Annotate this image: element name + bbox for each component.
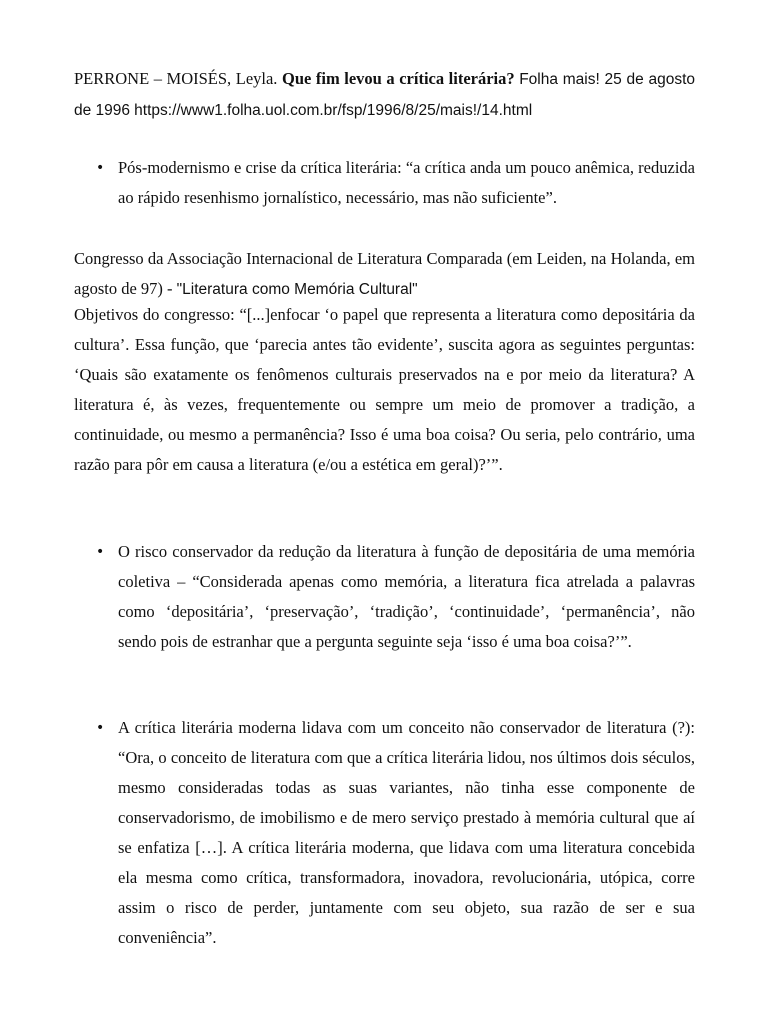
bullet-item-modern-criticism [74, 713, 695, 953]
bullet-text: A crítica literária moderna lidava com um conceito não conservador de literatura (?): “Ora, o conceito de literatura com que a crítica literária lidou, nos últimos dois séculos, mesmo consideradas todas as suas variantes, não tinha esse componente de conservadorismo, de imobilismo e de mero serviço prestado à memória cultural que aí se enfatiza […]. A crítica literária moderna, que lidava com uma literatura concebida ela mesma como crítica, transformadora, inovadora, revolucionária, utópica, corre assim o risco de perder, juntamente com seu objeto, sua razão de ser e sua conveniência”. [118, 718, 695, 947]
objectives-paragraph: Objetivos do congresso: “[...]enfocar ‘o papel que representa a literatura como depositária da cultura’. Essa função, que ‘parecia antes tão evidente’, suscita agora as seguintes perguntas: ‘Quais são exatamente os fenômenos culturais preservados na e por meio da literatura? A literatura é, às vezes, frequentemente ou sempre um meio de promover a tradição, a continuidade, ou mesmo a permanência? Isso é uma boa coisa? Ou seria, pelo contrário, uma razão para pôr em causa a literatura (e/ou a estética em geral)?’”. [74, 305, 695, 474]
bullet-icon: • [96, 160, 105, 176]
congress-text: Congresso da Associação Internacional de Literatura Comparada (em Leiden, na Holanda, em agosto de 97) - [74, 249, 695, 298]
reference-source: Folha mais! 25 de agosto de 1996 [74, 71, 696, 119]
bullet-item-conservative-risk [74, 537, 695, 657]
bullet-icon: • [96, 720, 105, 736]
congress-paragraph [74, 244, 695, 305]
bullet-text: O risco conservador da redução da literatura à função de depositária de uma memória coletiva – “Considerada apenas como memória, a literatura fica atrelada a palavras como ‘depositária’, ‘preservação’, ‘tradição’, ‘continuidade’, ‘permanência’, não sendo pois de estranhar que a pergunta seguinte seja ‘isso é uma boa coisa?’”. [118, 542, 695, 651]
bullet-item-postmodernism [74, 153, 695, 213]
reference-title: Que fim levou a crítica literária? [282, 69, 515, 88]
reference-url: https://www1.folha.uol.com.br/fsp/1996/8/25/mais!/14.html [134, 102, 533, 119]
reference-author: PERRONE – MOISÉS, Leyla. [74, 69, 278, 88]
bullet-text: Pós-modernismo e crise da crítica literária: “a crítica anda um pouco anêmica, reduzida ao rápido resenhismo jornalístico, necessário, mas não suficiente”. [118, 158, 695, 207]
bullet-icon: • [96, 544, 105, 560]
congress-title: "Literatura como Memória Cultural" [176, 281, 418, 298]
bibliographic-reference [74, 64, 695, 126]
